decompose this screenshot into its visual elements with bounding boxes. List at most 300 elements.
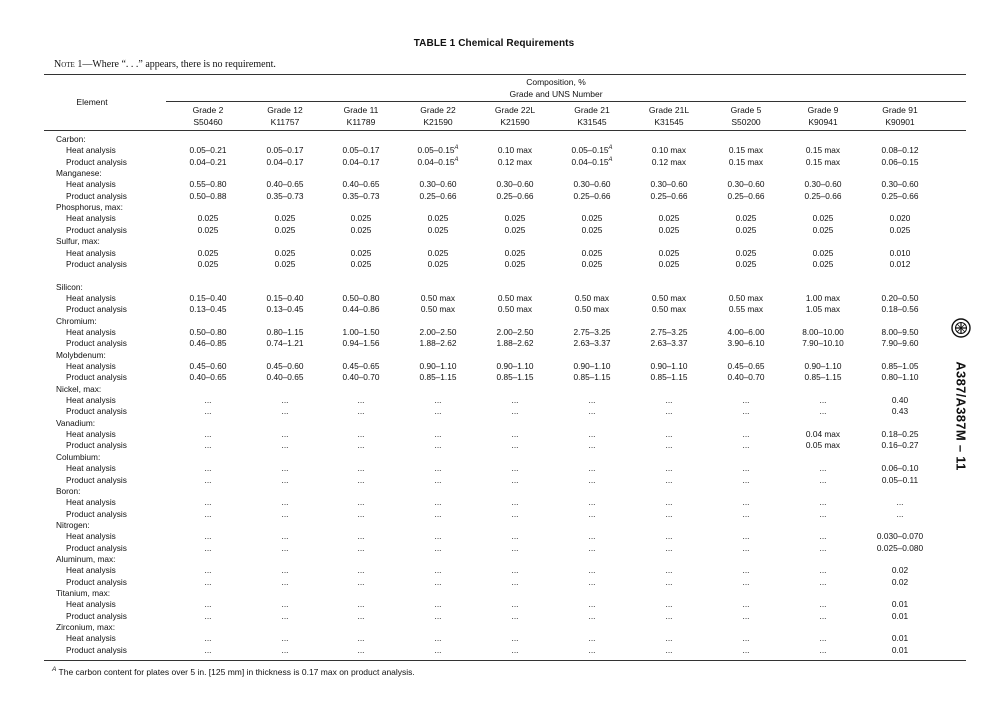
composition-value	[321, 633, 401, 644]
value-text: ...	[204, 440, 212, 451]
composition-value	[245, 565, 325, 576]
footnote-reference: A	[608, 156, 613, 163]
element-group-row	[44, 384, 966, 395]
value-text: 0.45–0.60	[266, 361, 304, 371]
value-text: ...	[588, 633, 596, 644]
composition-value	[552, 633, 632, 644]
composition-value	[321, 406, 401, 417]
composition-value	[860, 213, 940, 224]
value-text: ...	[588, 463, 596, 474]
value-text: ...	[434, 395, 442, 406]
value-text: 0.025	[581, 258, 603, 269]
composition-value	[860, 338, 940, 349]
composition-value	[552, 361, 632, 372]
value-text: ...	[281, 463, 289, 474]
value-text: ...	[819, 474, 827, 485]
composition-value	[245, 463, 325, 474]
table-row	[44, 531, 966, 542]
value-text: 0.025	[581, 224, 603, 235]
value-text: ...	[819, 542, 827, 553]
composition-value	[321, 179, 401, 190]
value-text: 0.13–0.45	[189, 304, 227, 315]
uns-number-header: S50460	[193, 117, 223, 127]
composition-value	[783, 259, 863, 270]
composition-value	[321, 293, 401, 304]
composition-value	[168, 475, 248, 486]
value-text: ...	[819, 610, 827, 621]
composition-value	[398, 463, 478, 474]
footnote-reference: A	[454, 145, 459, 152]
value-text: ...	[588, 565, 596, 576]
composition-value	[321, 361, 401, 372]
value-text: 0.30–0.60	[881, 179, 919, 190]
value-text: 0.05–0.17	[266, 145, 304, 156]
composition-value	[629, 406, 709, 417]
analysis-type-label: Heat analysis	[66, 292, 116, 303]
analysis-type-label: Heat analysis	[66, 361, 116, 371]
composition-value	[168, 338, 248, 349]
value-text: 0.25–0.66	[727, 190, 765, 201]
composition-value	[321, 338, 401, 349]
value-text: 0.025	[812, 224, 834, 235]
composition-value	[706, 191, 786, 202]
composition-value	[321, 440, 401, 451]
value-text: ...	[281, 565, 289, 576]
table-row	[44, 475, 966, 486]
value-text: 7.90–9.60	[881, 338, 919, 349]
value-text: 0.05–0.21	[189, 145, 227, 156]
element-group-row	[44, 168, 966, 179]
composition-value	[168, 179, 248, 190]
composition-value	[552, 497, 632, 508]
composition-value	[860, 543, 940, 554]
element-group-row	[44, 236, 966, 247]
grade-header: Grade 11	[343, 105, 379, 115]
composition-value	[629, 395, 709, 406]
composition-value	[475, 463, 555, 474]
composition-value	[706, 372, 786, 383]
value-text: ...	[281, 633, 289, 644]
value-text: ...	[511, 474, 519, 485]
value-text: 0.12 max	[651, 156, 687, 167]
uns-number-header: K90941	[808, 117, 838, 127]
composition-value	[398, 406, 478, 417]
table-row	[44, 611, 966, 622]
value-text: 0.50 max	[420, 304, 456, 315]
composition-value	[706, 361, 786, 372]
composition-value	[245, 611, 325, 622]
analysis-type-label: Heat analysis	[66, 565, 116, 576]
composition-value	[629, 599, 709, 610]
value-text: 0.80–1.15	[266, 326, 304, 337]
composition-value	[706, 327, 786, 338]
value-text: 0.025	[274, 213, 296, 224]
value-text: ...	[742, 463, 750, 474]
value-text: ...	[588, 395, 596, 406]
composition-value	[783, 475, 863, 486]
composition-value	[860, 577, 940, 588]
value-text: ...	[665, 406, 673, 417]
composition-value	[783, 429, 863, 440]
value-text: ...	[896, 508, 904, 519]
value-text: 0.02	[891, 576, 909, 587]
value-text: 1.05 max	[805, 304, 841, 315]
composition-value	[706, 475, 786, 486]
value-text: 0.025	[735, 213, 757, 224]
composition-value	[168, 145, 248, 156]
composition-value	[321, 248, 401, 259]
composition-value	[475, 327, 555, 338]
value-text: ...	[588, 406, 596, 417]
composition-value	[398, 248, 478, 259]
composition-value	[475, 497, 555, 508]
composition-value	[706, 179, 786, 190]
value-text: ...	[281, 644, 289, 655]
value-text: ...	[742, 406, 750, 417]
composition-value	[552, 225, 632, 236]
grade-header: Grade 91	[882, 105, 918, 115]
composition-value	[706, 429, 786, 440]
composition-value	[245, 327, 325, 338]
composition-value	[552, 157, 632, 168]
value-text: 0.50 max	[728, 292, 764, 303]
composition-value	[629, 338, 709, 349]
value-text: 0.025	[735, 258, 757, 269]
composition-value	[321, 213, 401, 224]
value-text: 0.18–0.25	[881, 429, 919, 440]
composition-value	[783, 543, 863, 554]
value-text: ...	[357, 633, 365, 644]
table-row	[44, 304, 966, 315]
value-text: ...	[357, 440, 365, 451]
composition-value	[321, 145, 401, 156]
value-text: ...	[665, 565, 673, 576]
table-row	[44, 145, 966, 156]
composition-value	[860, 497, 940, 508]
composition-value	[783, 497, 863, 508]
composition-value	[475, 509, 555, 520]
value-text: 0.35–0.73	[342, 190, 380, 201]
value-text: 0.30–0.60	[804, 179, 842, 190]
composition-value	[706, 293, 786, 304]
element-group-row	[44, 282, 966, 293]
composition-value	[398, 577, 478, 588]
composition-value	[475, 145, 555, 156]
composition-value	[860, 372, 940, 383]
value-text: ...	[665, 474, 673, 485]
composition-value	[783, 304, 863, 315]
footnote	[52, 666, 415, 677]
analysis-type-label: Heat analysis	[66, 145, 116, 156]
composition-value	[552, 599, 632, 610]
composition-value	[168, 248, 248, 259]
element-name: Boron:	[56, 485, 81, 496]
composition-value	[860, 475, 940, 486]
composition-value	[398, 611, 478, 622]
grade-header: Grade 12	[267, 105, 303, 115]
element-name: Vanadium:	[56, 417, 96, 428]
analysis-type-label: Product analysis	[66, 258, 127, 269]
value-text: 0.55 max	[728, 304, 764, 315]
composition-value	[321, 543, 401, 554]
value-text: 0.25–0.66	[804, 190, 842, 201]
value-text: ...	[281, 542, 289, 553]
composition-value	[629, 543, 709, 554]
composition-value	[629, 440, 709, 451]
value-text: 0.025	[812, 258, 834, 269]
composition-value	[860, 429, 940, 440]
value-text: ...	[434, 531, 442, 542]
value-text: 0.35–0.73	[266, 190, 304, 201]
value-text: ...	[665, 633, 673, 644]
value-text: 0.90–1.10	[419, 361, 457, 371]
value-text: 0.025	[504, 224, 526, 235]
analysis-type-label: Heat analysis	[66, 633, 116, 644]
composition-value	[168, 304, 248, 315]
table-row	[44, 327, 966, 338]
analysis-type-label: Heat analysis	[66, 179, 116, 190]
composition-value	[783, 577, 863, 588]
composition-value	[321, 304, 401, 315]
composition-value	[783, 213, 863, 224]
value-text: 0.025	[427, 258, 449, 269]
element-name: Zirconium, max:	[56, 622, 116, 633]
table-row	[44, 191, 966, 202]
value-text: 0.15 max	[728, 145, 764, 156]
composition-value	[783, 599, 863, 610]
value-text: 0.40–0.70	[342, 372, 380, 383]
composition-value	[629, 429, 709, 440]
composition-value	[168, 395, 248, 406]
value-text: ...	[204, 644, 212, 655]
composition-value	[706, 157, 786, 168]
element-group-row	[44, 520, 966, 531]
value-text: 0.04–0.15	[571, 156, 609, 167]
table-row	[44, 225, 966, 236]
composition-value	[245, 475, 325, 486]
composition-value	[860, 145, 940, 156]
composition-value	[629, 509, 709, 520]
composition-value	[783, 157, 863, 168]
composition-value	[783, 372, 863, 383]
grade-header: Grade 5	[730, 105, 762, 115]
value-text: 0.10 max	[497, 145, 533, 156]
composition-value	[168, 543, 248, 554]
composition-value	[552, 509, 632, 520]
value-text: 7.90–10.10	[802, 338, 844, 349]
element-name: Silicon:	[56, 281, 83, 292]
analysis-type-label: Product analysis	[66, 156, 127, 167]
grade-header: Grade 9	[807, 105, 839, 115]
value-text: 0.85–1.15	[419, 372, 457, 383]
composition-value	[860, 225, 940, 236]
analysis-type-label: Heat analysis	[66, 599, 116, 610]
table-row	[44, 645, 966, 656]
value-text: 0.30–0.60	[419, 179, 457, 190]
value-text: ...	[281, 610, 289, 621]
value-text: 0.012	[889, 258, 911, 269]
composition-value	[783, 248, 863, 259]
table-row	[44, 179, 966, 190]
composition-value	[168, 531, 248, 542]
composition-value	[706, 440, 786, 451]
composition-value	[860, 179, 940, 190]
composition-value	[552, 338, 632, 349]
value-text: ...	[434, 440, 442, 451]
composition-value	[168, 611, 248, 622]
value-text: 0.08–0.12	[881, 145, 919, 156]
element-group-row	[44, 202, 966, 213]
value-text: 4.00–6.00	[727, 326, 765, 337]
composition-value	[245, 645, 325, 656]
composition-value	[168, 213, 248, 224]
composition-value	[398, 565, 478, 576]
value-text: 0.40–0.65	[266, 372, 304, 383]
value-text: ...	[204, 474, 212, 485]
value-text: 2.00–2.50	[419, 326, 457, 337]
value-text: 0.90–1.10	[804, 361, 842, 371]
composition-value	[398, 361, 478, 372]
value-text: 0.90–1.10	[496, 361, 534, 371]
value-text: ...	[588, 599, 596, 610]
value-text: 0.05–0.17	[342, 145, 380, 156]
table-row	[44, 565, 966, 576]
table-row	[44, 440, 966, 451]
value-text: 0.030–0.070	[876, 531, 924, 542]
value-text: 3.90–6.10	[727, 338, 765, 349]
analysis-type-label: Heat analysis	[66, 429, 116, 440]
value-text: ...	[742, 508, 750, 519]
composition-value	[629, 497, 709, 508]
composition-value	[860, 395, 940, 406]
composition-value	[398, 395, 478, 406]
composition-value	[475, 531, 555, 542]
value-text: 0.10 max	[651, 145, 687, 156]
table-row	[44, 372, 966, 383]
composition-value	[321, 509, 401, 520]
header-span-rule	[166, 101, 966, 102]
composition-value	[860, 599, 940, 610]
composition-value	[321, 372, 401, 383]
value-text: ...	[665, 440, 673, 451]
value-text: ...	[357, 429, 365, 440]
value-text: 0.50 max	[651, 292, 687, 303]
composition-value	[552, 440, 632, 451]
value-text: 2.00–2.50	[496, 326, 534, 337]
value-text: 0.15 max	[805, 156, 841, 167]
composition-value	[706, 395, 786, 406]
composition-value	[475, 611, 555, 622]
composition-value	[398, 213, 478, 224]
composition-value	[629, 645, 709, 656]
value-text: 0.25–0.66	[496, 190, 534, 201]
value-text: 0.02	[891, 565, 909, 576]
value-text: ...	[511, 406, 519, 417]
table-row	[44, 395, 966, 406]
analysis-type-label: Heat analysis	[66, 497, 116, 508]
value-text: ...	[511, 395, 519, 406]
header-element: Element	[76, 97, 108, 107]
composition-value	[552, 531, 632, 542]
element-group-row	[44, 134, 966, 145]
composition-value	[321, 191, 401, 202]
footnote-mark: A	[52, 666, 57, 673]
value-text: ...	[588, 497, 596, 508]
composition-value	[629, 633, 709, 644]
composition-value	[552, 179, 632, 190]
composition-value	[475, 361, 555, 372]
composition-value	[629, 259, 709, 270]
composition-value	[706, 304, 786, 315]
value-text: ...	[665, 576, 673, 587]
value-text: 0.025	[581, 247, 603, 258]
value-text: ...	[588, 440, 596, 451]
composition-value	[168, 406, 248, 417]
composition-value	[783, 338, 863, 349]
composition-value	[168, 599, 248, 610]
value-text: 0.025	[197, 224, 219, 235]
value-text: ...	[434, 599, 442, 610]
composition-value	[629, 565, 709, 576]
element-group-row	[44, 588, 966, 599]
composition-value	[321, 463, 401, 474]
value-text: ...	[819, 406, 827, 417]
composition-value	[860, 157, 940, 168]
value-text: 0.50 max	[574, 304, 610, 315]
value-text: ...	[665, 429, 673, 440]
composition-value	[475, 599, 555, 610]
value-text: 0.15 max	[805, 145, 841, 156]
value-text: 0.025	[197, 247, 219, 258]
value-text: 0.025	[504, 258, 526, 269]
table-note	[54, 59, 276, 70]
value-text: ...	[819, 395, 827, 406]
composition-value	[398, 191, 478, 202]
composition-value	[168, 509, 248, 520]
value-text: 0.50 max	[497, 292, 533, 303]
note-prefix: Note	[54, 59, 75, 70]
element-group-row	[44, 316, 966, 327]
composition-value	[245, 531, 325, 542]
value-text: ...	[665, 542, 673, 553]
composition-value	[475, 475, 555, 486]
element-name: Phosphorus, max:	[56, 202, 123, 213]
composition-value	[552, 475, 632, 486]
composition-value	[706, 531, 786, 542]
composition-value	[706, 248, 786, 259]
value-text: 0.45–0.65	[727, 361, 765, 371]
analysis-type-label: Product analysis	[66, 542, 127, 553]
composition-value	[706, 645, 786, 656]
footnote-text: The carbon content for plates over 5 in. [125 mm] in thickness is 0.17 max on product analysis.	[56, 666, 415, 677]
value-text: 0.025	[812, 247, 834, 258]
composition-value	[398, 440, 478, 451]
composition-value	[398, 633, 478, 644]
composition-value	[860, 463, 940, 474]
value-text: ...	[511, 497, 519, 508]
value-text: ...	[204, 429, 212, 440]
value-text: ...	[588, 610, 596, 621]
element-group-row	[44, 554, 966, 565]
composition-value	[552, 543, 632, 554]
value-text: ...	[204, 576, 212, 587]
composition-value	[629, 361, 709, 372]
value-text: 0.01	[891, 610, 909, 621]
composition-value	[398, 543, 478, 554]
composition-value	[475, 372, 555, 383]
element-name: Nitrogen:	[56, 519, 90, 530]
value-text: 0.40–0.65	[342, 179, 380, 190]
